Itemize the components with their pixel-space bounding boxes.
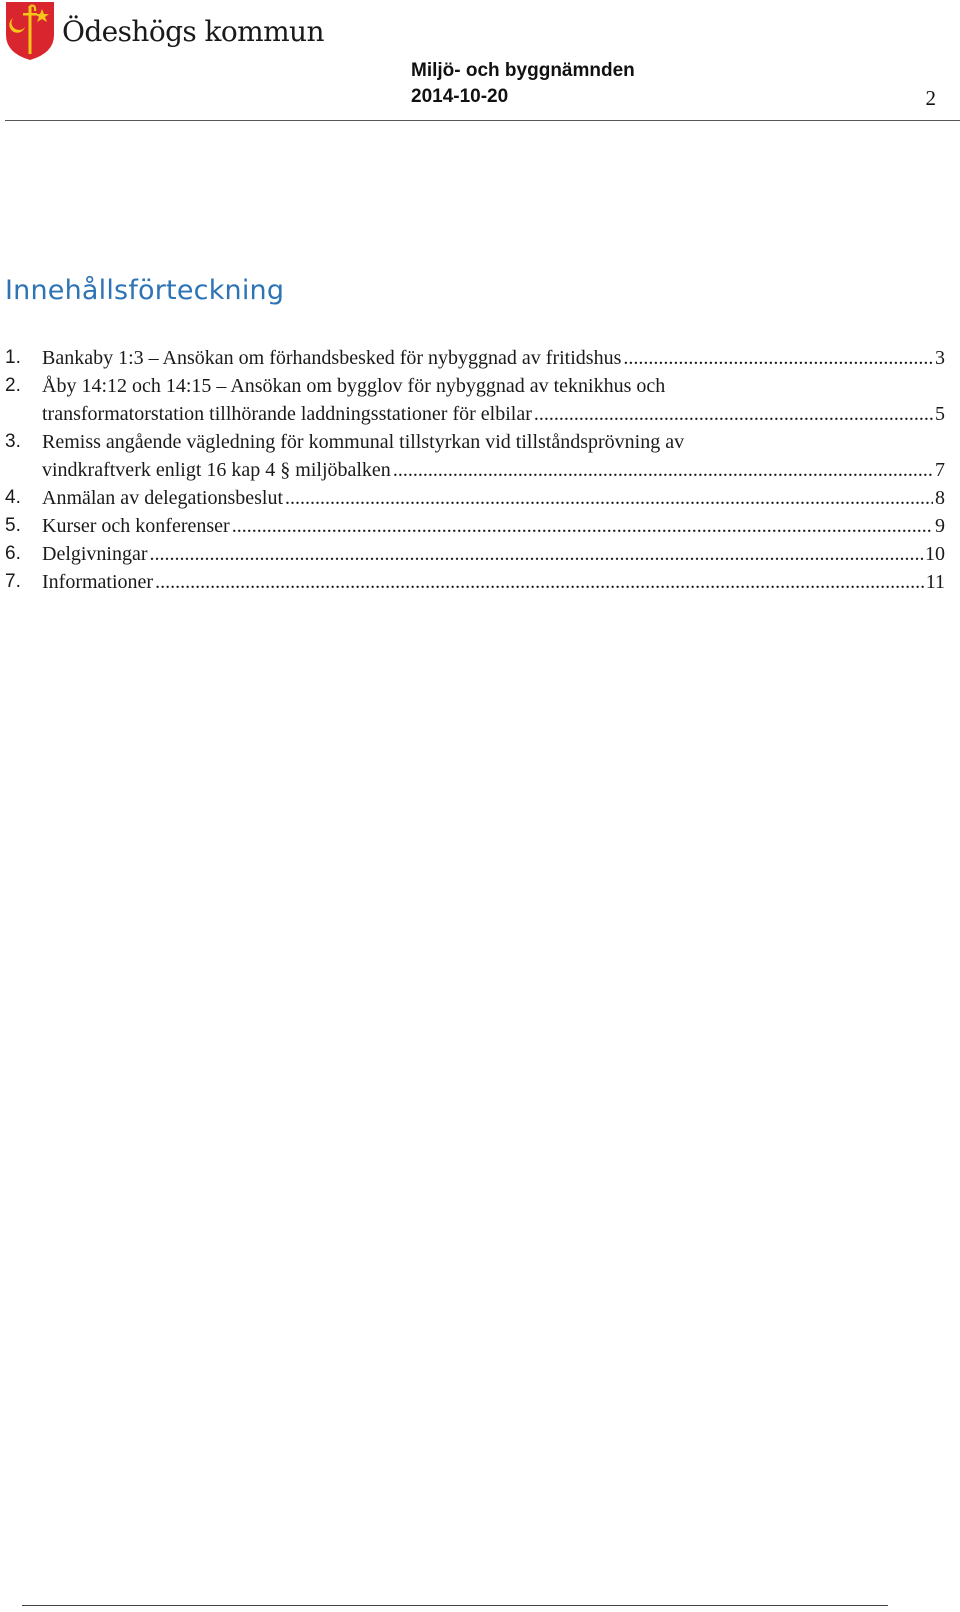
toc-entry-number: 4.: [5, 487, 21, 508]
toc-dot-leader: [232, 512, 933, 540]
toc-entry-title-cont: vindkraftverk enligt 16 kap 4 § miljöbalken: [42, 459, 391, 481]
toc-entry-title: Kurser och konferenser: [42, 515, 230, 537]
toc-entry-title: Åby 14:12 och 14:15 – Ansökan om bygglov för nybyggnad av teknikhus och: [42, 375, 666, 397]
toc-entry-title: Bankaby 1:3 – Ansökan om förhandsbesked för nybyggnad av fritidshus: [42, 347, 622, 369]
toc-dot-leader: [155, 568, 924, 596]
toc-entry-number: 3.: [5, 431, 21, 452]
toc-entry-page: 10: [925, 543, 945, 565]
footer-divider: [22, 1605, 888, 1606]
toc-entry-page: 9: [935, 515, 945, 537]
toc-entry[interactable]: [5, 344, 945, 372]
page-number: 2: [925, 86, 936, 110]
toc-entry[interactable]: [5, 512, 945, 540]
municipality-logo: [5, 0, 324, 62]
committee-name: Miljö- och byggnämnden: [411, 60, 635, 81]
toc-dot-leader: [150, 540, 923, 568]
toc-heading: Innehållsförteckning: [5, 275, 285, 306]
coat-of-arms-icon: [5, 1, 55, 61]
header-divider: [5, 120, 960, 121]
toc-entry-page: 8: [935, 487, 945, 509]
toc-dot-leader: [534, 400, 933, 428]
toc-entry[interactable]: [5, 372, 945, 428]
toc-dot-leader: [393, 456, 933, 484]
org-name: Ödeshögs kommun: [62, 14, 324, 48]
table-of-contents: [5, 344, 945, 596]
toc-entry-number: 2.: [5, 375, 21, 396]
toc-entry-page: 7: [935, 459, 945, 481]
toc-dot-leader: [285, 484, 933, 512]
toc-entry-title-cont: transformatorstation tillhörande laddningsstationer för elbilar: [42, 403, 532, 425]
toc-entry[interactable]: [5, 484, 945, 512]
toc-entry-page: 3: [935, 347, 945, 369]
toc-entry-title: Delgivningar: [42, 543, 148, 565]
toc-entry-title: Remiss angående vägledning för kommunal tillstyrkan vid tillståndsprövning av: [42, 431, 685, 453]
toc-entry-number: 5.: [5, 515, 21, 536]
toc-entry[interactable]: [5, 428, 945, 484]
toc-entry-title: Anmälan av delegationsbeslut: [42, 487, 284, 509]
meeting-date: 2014-10-20: [411, 86, 509, 107]
toc-entry-number: 6.: [5, 543, 21, 564]
toc-entry-number: 1.: [5, 347, 21, 368]
toc-entry-page: 5: [935, 403, 945, 425]
toc-entry[interactable]: [5, 568, 945, 596]
toc-dot-leader: [623, 344, 933, 372]
toc-entry-title: Informationer: [42, 571, 154, 593]
toc-entry[interactable]: [5, 540, 945, 568]
toc-entry-page: 11: [925, 571, 945, 593]
toc-entry-number: 7.: [5, 571, 21, 592]
